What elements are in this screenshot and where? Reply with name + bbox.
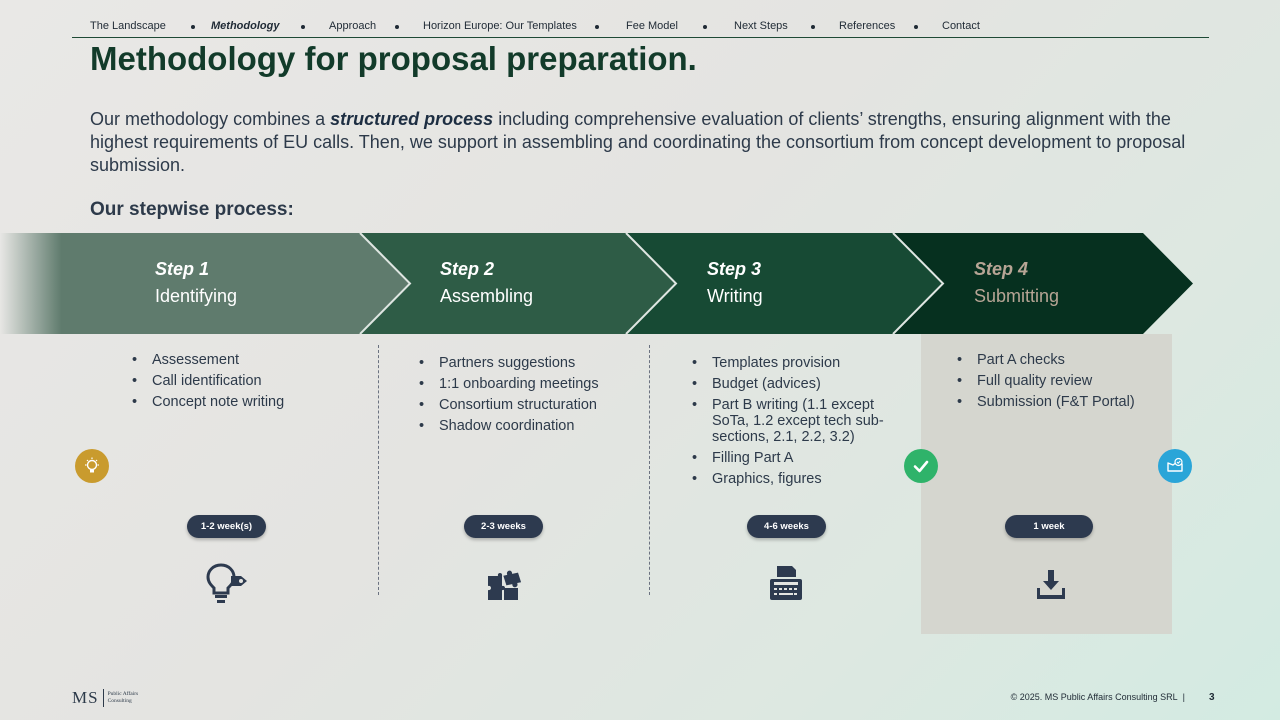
step3-number: Step 3	[707, 259, 762, 279]
nav-separator	[811, 25, 815, 29]
typewriter-icon	[768, 564, 804, 602]
footer-separator: |	[1182, 692, 1185, 702]
step3-bullets	[692, 355, 892, 492]
copyright-text: © 2025. MS Public Affairs Consulting SRL	[1010, 692, 1178, 702]
map-check-icon	[1165, 456, 1185, 476]
step1-number: Step 1	[155, 259, 210, 279]
step2-bullets	[419, 355, 639, 439]
list-item: • Part B writing (1.1 except SoTa, 1.2 except tech sub-sections, 2.1, 2.2, 3.2)	[692, 397, 892, 445]
list-item: • Concept note writing	[132, 394, 362, 410]
puzzle-icon	[486, 566, 522, 602]
nav-separator	[914, 25, 918, 29]
column-divider	[649, 345, 650, 595]
nav-separator	[703, 25, 707, 29]
download-icon	[1035, 568, 1067, 600]
intro-text-start: Our methodology combines a	[90, 109, 331, 129]
step1-name: Identifying	[155, 286, 238, 306]
step2-label	[440, 259, 533, 307]
nav-item-templates[interactable]: Horizon Europe: Our Templates	[423, 20, 577, 32]
company-logo	[72, 688, 138, 708]
submission-badge	[1158, 449, 1192, 483]
step3-name: Writing	[707, 286, 763, 306]
intro-emphasis: structured process	[330, 109, 494, 129]
nav-separator	[301, 25, 305, 29]
logo-subtitle-line2: Consulting	[107, 698, 132, 704]
list-item: • Submission (F&T Portal)	[957, 394, 1167, 410]
nav-item-references[interactable]: References	[839, 20, 896, 32]
nav-item-next-steps[interactable]: Next Steps	[734, 20, 788, 32]
logo-mark: MS	[72, 688, 99, 707]
step1-bullets	[132, 352, 362, 415]
list-item: • Filling Part A	[692, 450, 892, 466]
step3-duration-badge: 4-6 weeks	[747, 515, 826, 538]
list-item: • 1:1 onboarding meetings	[419, 376, 639, 392]
step2-duration-badge: 2-3 weeks	[464, 515, 543, 538]
list-item: • Graphics, figures	[692, 471, 892, 487]
nav-separator	[595, 25, 599, 29]
step2-number: Step 2	[440, 259, 495, 279]
step1-label	[155, 259, 237, 307]
step1-duration-badge: 1-2 week(s)	[187, 515, 266, 538]
list-item: • Assessement	[132, 352, 362, 368]
idea-badge	[75, 449, 109, 483]
column-divider	[378, 345, 379, 595]
list-item: • Part A checks	[957, 352, 1167, 368]
nav-separator	[395, 25, 399, 29]
step4-number: Step 4	[974, 259, 1029, 279]
copyright-notice	[1011, 692, 1185, 702]
list-item: • Budget (advices)	[692, 376, 892, 392]
nav-item-fee-model[interactable]: Fee Model	[626, 20, 678, 32]
list-item: • Call identification	[132, 373, 362, 389]
step4-bullets	[957, 352, 1167, 415]
nav-item-approach[interactable]: Approach	[329, 20, 377, 32]
step4-name: Submitting	[974, 286, 1060, 306]
list-item: • Templates provision	[692, 355, 892, 371]
intro-text-end: including comprehensive evaluation of clients’ strengths, ensuring alignment with the highest requirements of EU calls. Then, we support in assembling and coordinating the consortium from concept development to proposal submission.	[90, 109, 1186, 175]
top-navigation	[72, 0, 1209, 38]
logo-divider	[103, 689, 104, 707]
step2-name: Assembling	[440, 286, 534, 306]
list-item: • Partners suggestions	[419, 355, 639, 371]
list-item: • Full quality review	[957, 373, 1167, 389]
check-badge	[904, 449, 938, 483]
list-item: • Shadow coordination	[419, 418, 639, 434]
nav-item-methodology[interactable]: Methodology	[211, 20, 280, 32]
logo-subtitle	[108, 691, 139, 705]
page-number: 3	[1209, 692, 1215, 703]
step4-duration-badge: 1 week	[1005, 515, 1093, 538]
step3-label	[707, 259, 763, 307]
checkmark-icon	[911, 456, 931, 476]
nav-item-contact[interactable]: Contact	[942, 20, 980, 32]
process-subheading: Our stepwise process:	[90, 199, 294, 220]
lightbulb-icon	[82, 456, 102, 476]
nav-item-landscape[interactable]: The Landscape	[90, 20, 166, 32]
intro-paragraph	[90, 108, 1190, 177]
page-title: Methodology for proposal preparation.	[90, 40, 697, 77]
list-item: • Consortium structuration	[419, 397, 639, 413]
lightbulb-tag-icon	[205, 562, 249, 604]
logo-subtitle-line1: Public Affairs	[107, 691, 139, 697]
nav-separator	[191, 25, 195, 29]
step4-label	[974, 259, 1059, 307]
